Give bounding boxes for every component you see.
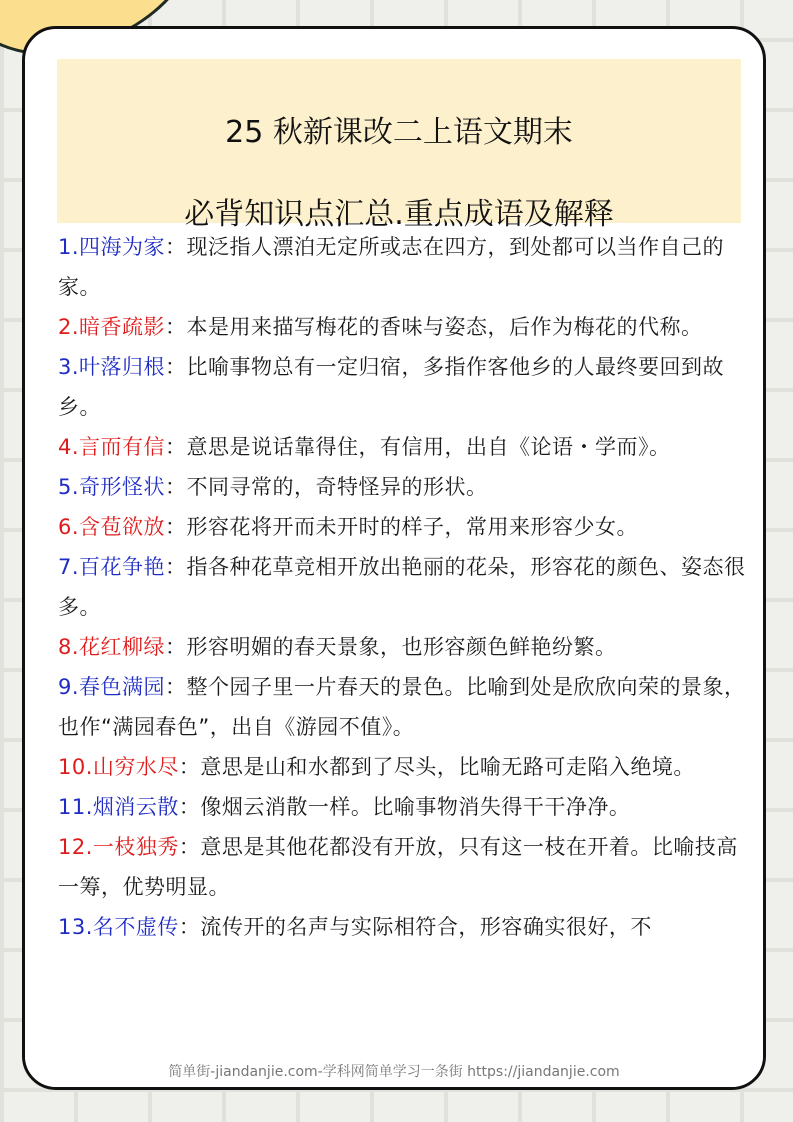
idiom-word: 百花争艳 (79, 555, 166, 579)
separator: ： (165, 635, 187, 659)
item-number: 11. (58, 795, 93, 819)
idiom-explanation: 像烟云消散一样。比喻事物消失得干干净净。 (200, 795, 631, 819)
separator: ： (165, 515, 187, 539)
idiom-list (58, 227, 748, 947)
page-title-line-2: 必背知识点汇总.重点成语及解释 (184, 197, 614, 232)
idiom-explanation: 整个园子里一片春天的景色。比喻到处是欣欣向荣的景象，也作“满园春色”，出自《游园不值》。 (58, 675, 746, 739)
separator: ： (165, 315, 187, 339)
idiom-word: 言而有信 (79, 435, 166, 459)
separator: ： (165, 235, 187, 259)
item-number: 1. (58, 235, 80, 259)
list-item (58, 827, 748, 907)
idiom-explanation: 比喻事物总有一定归宿，多指作客他乡的人最终要回到故乡。 (58, 355, 725, 419)
separator: ： (178, 755, 201, 779)
list-item (58, 347, 748, 427)
list-item (58, 427, 748, 467)
idiom-word: 暗香疏影 (79, 315, 166, 339)
list-item (58, 547, 748, 627)
separator: ： (178, 795, 201, 819)
list-item (58, 787, 748, 827)
separator: ： (165, 435, 187, 459)
page-title-line-1: 25 秋新课改二上语文期末 (225, 115, 573, 150)
idiom-word: 春色满园 (79, 675, 166, 699)
separator: ： (165, 675, 187, 699)
idiom-word: 奇形怪状 (79, 475, 166, 499)
idiom-term (58, 835, 179, 859)
idiom-word: 四海为家 (79, 235, 166, 259)
idiom-term (58, 235, 165, 259)
separator: ： (165, 355, 187, 379)
idiom-explanation: 本是用来描写梅花的香味与姿态，后作为梅花的代称。 (186, 315, 703, 339)
idiom-word: 烟消云散 (92, 795, 179, 819)
idiom-term (58, 435, 165, 459)
item-number: 13. (58, 915, 93, 939)
idiom-word: 名不虚传 (92, 915, 179, 939)
list-item (58, 507, 748, 547)
footer-watermark: 简单街-jiandanjie.com-学科网简单学习一条街 https://jiandanjie.com (25, 1057, 763, 1087)
content-card (22, 26, 766, 1090)
idiom-term (58, 755, 179, 779)
list-item (58, 907, 748, 947)
idiom-explanation: 不同寻常的，奇特怪异的形状。 (186, 475, 488, 499)
idiom-explanation: 流传开的名声与实际相符合，形容确实很好，不 (200, 915, 652, 939)
idiom-explanation: 现泛指人漂泊无定所或志在四方，到处都可以当作自己的家。 (58, 235, 725, 299)
list-item (58, 747, 748, 787)
item-number: 6. (58, 515, 80, 539)
idiom-word: 一枝独秀 (92, 835, 179, 859)
separator: ： (178, 835, 201, 859)
idiom-explanation: 形容明媚的春天景象，也形容颜色鲜艳纷繁。 (186, 635, 617, 659)
idiom-term (58, 515, 165, 539)
list-item (58, 307, 748, 347)
idiom-word: 花红柳绿 (79, 635, 166, 659)
separator: ： (165, 475, 187, 499)
item-number: 12. (58, 835, 93, 859)
idiom-explanation: 指各种花草竞相开放出艳丽的花朵，形容花的颜色、姿态很多。 (58, 555, 746, 619)
idiom-term (58, 475, 165, 499)
item-number: 7. (58, 555, 80, 579)
idiom-word: 叶落归根 (79, 355, 166, 379)
item-number: 3. (58, 355, 80, 379)
item-number: 5. (58, 475, 80, 499)
separator: ： (178, 915, 201, 939)
item-number: 2. (58, 315, 80, 339)
idiom-explanation: 意思是山和水都到了尽头，比喻无路可走陷入绝境。 (200, 755, 695, 779)
list-item (58, 227, 748, 307)
idiom-explanation: 意思是说话靠得住，有信用，出自《论语・学而》。 (186, 435, 671, 459)
item-number: 9. (58, 675, 80, 699)
idiom-term (58, 915, 179, 939)
idiom-term (58, 555, 165, 579)
item-number: 10. (58, 755, 93, 779)
title-banner (57, 59, 741, 232)
idiom-term (58, 675, 165, 699)
idiom-explanation: 意思是其他花都没有开放，只有这一枝在开着。比喻技高一筹，优势明显。 (58, 835, 738, 899)
idiom-word: 山穷水尽 (92, 755, 179, 779)
item-number: 4. (58, 435, 80, 459)
list-item (58, 467, 748, 507)
separator: ： (165, 555, 187, 579)
idiom-term (58, 795, 179, 819)
list-item (58, 667, 748, 747)
list-item (58, 627, 748, 667)
idiom-explanation: 形容花将开而未开时的样子，常用来形容少女。 (186, 515, 639, 539)
idiom-term (58, 355, 165, 379)
item-number: 8. (58, 635, 80, 659)
idiom-term (58, 315, 165, 339)
idiom-word: 含苞欲放 (79, 515, 166, 539)
idiom-term (58, 635, 165, 659)
